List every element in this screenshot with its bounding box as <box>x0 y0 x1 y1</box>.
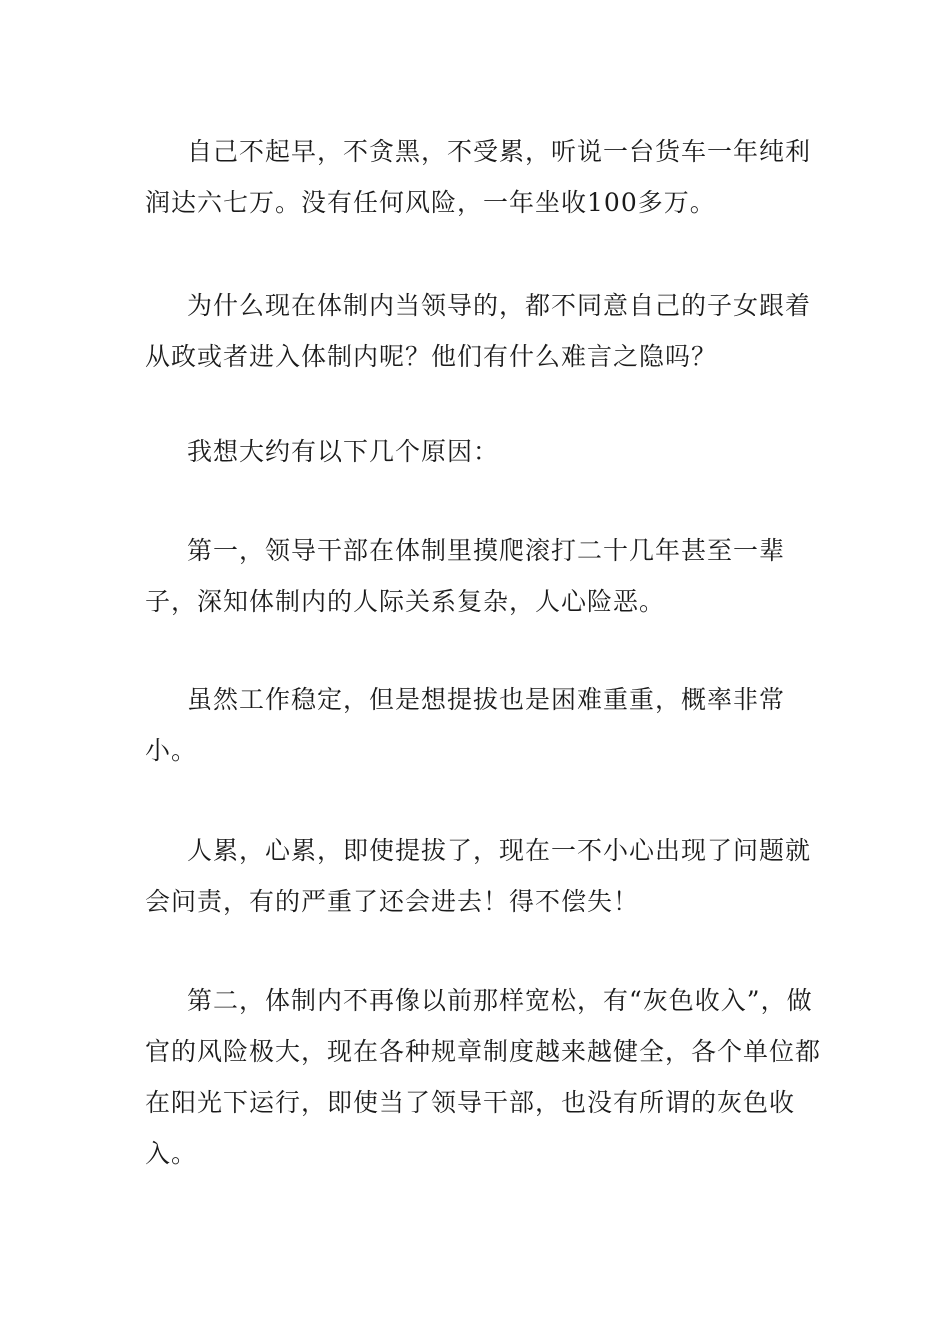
paragraph-reasons-intro: 我想大约有以下几个原因： <box>187 437 500 466</box>
paragraph-accountability: 人累，心累，即使提拔了，现在一不小心出现了问题就会问责，有的严重了还会进去！得不偿失！ <box>145 836 812 916</box>
paragraph-freight-income: 自己不起早，不贪黑，不受累，听说一台货车一年纯利润达六七万。没有任何风险，一年坐收100多万。 <box>145 137 812 217</box>
paragraph-reason-one: 第一，领导干部在体制里摸爬滚打二十几年甚至一辈子，深知体制内的人际关系复杂，人心险恶。 <box>145 536 786 616</box>
paragraph-reason-two: 第二，体制内不再像以前那样宽松，有“灰色收入”，做官的风险极大，现在各种规章制度越来越健全，各个单位都在阳光下运行，即使当了领导干部，也没有所谓的灰色收入。 <box>145 986 822 1168</box>
paragraph-question: 为什么现在体制内当领导的，都不同意自己的子女跟着从政或者进入体制内呢？他们有什么难言之隐吗？ <box>145 291 812 371</box>
paragraph-promotion: 虽然工作稳定，但是想提拔也是困难重重，概率非常小。 <box>145 685 786 765</box>
